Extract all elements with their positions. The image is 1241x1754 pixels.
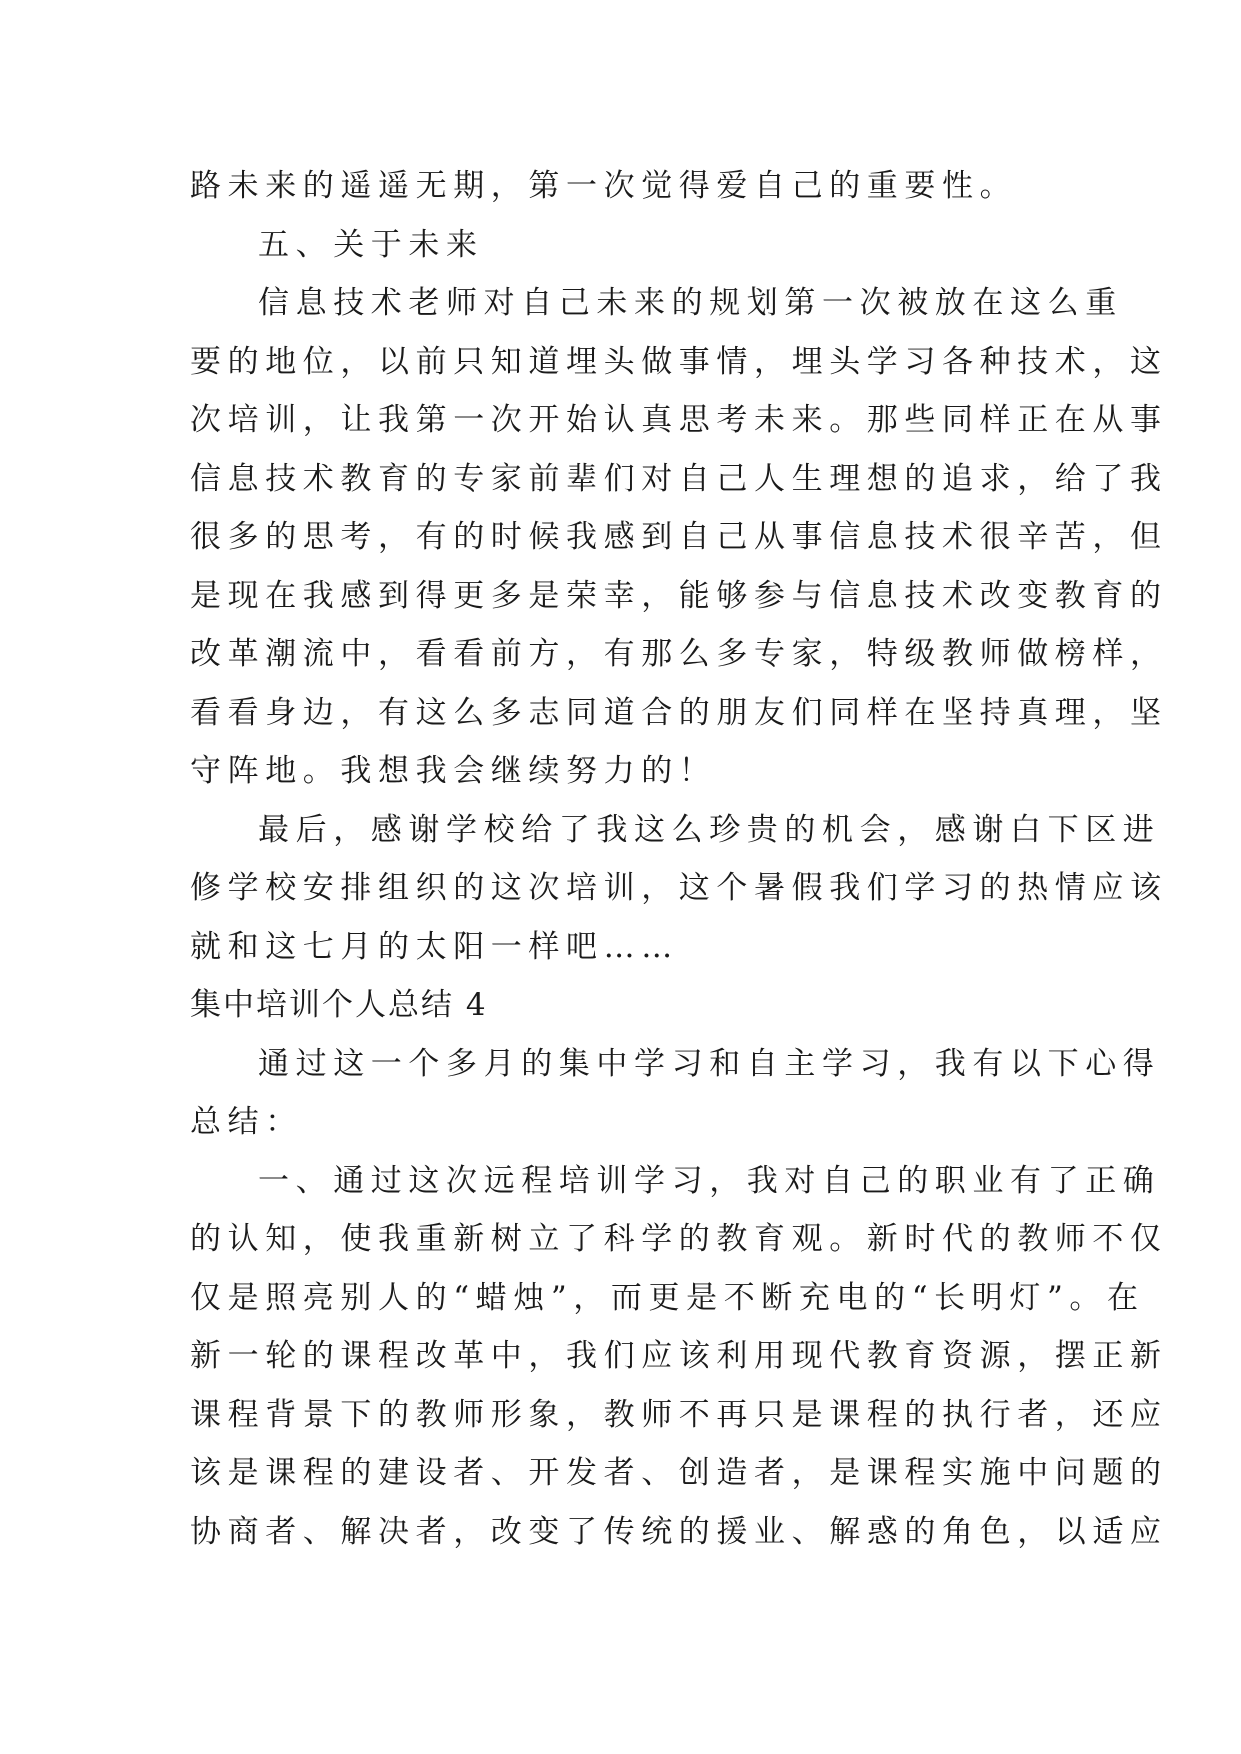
text-line: 仅是照亮别人的“蜡烛”，而更是不断充电的“长明灯”。在: [190, 1279, 1145, 1316]
text-line: 最后，感谢学校给了我这么珍贵的机会，感谢白下区进: [258, 811, 1161, 848]
document-body: [190, 157, 1168, 1561]
text-line: 协商者、解决者，改变了传统的援业、解惑的角色，以适应: [190, 1513, 1168, 1550]
section-heading: 集中培训个人总结 4: [190, 987, 488, 1023]
text-line: 该是课程的建设者、开发者、创造者，是课程实施中问题的: [190, 1455, 1168, 1491]
text-line: 看看身边，有这么多志同道合的朋友们同样在坚持真理，坚: [190, 694, 1168, 731]
text-line: 修学校安排组织的这次培训，这个暑假我们学习的热情应该: [190, 870, 1168, 906]
text-line: 改革潮流中，看看前方，有那么多专家，特级教师做榜样，: [190, 636, 1168, 672]
text-line: 信息技术老师对自己未来的规划第一次被放在这么重: [258, 285, 1123, 321]
text-line: 通过这一个多月的集中学习和自主学习，我有以下心得: [258, 1045, 1161, 1082]
text-line: 一、通过这次远程培训学习，我对自己的职业有了正确: [258, 1162, 1161, 1199]
text-line: 是现在我感到得更多是荣幸，能够参与信息技术改变教育的: [190, 577, 1168, 614]
text-line: 就和这七月的太阳一样吧……: [190, 928, 679, 965]
text-line: 总结：: [190, 1104, 303, 1140]
text-line: 要的地位，以前只知道埋头做事情，埋头学习各种技术，这: [190, 343, 1168, 380]
text-line: 次培训，让我第一次开始认真思考未来。那些同样正在从事: [190, 402, 1168, 438]
text-line: 的认知，使我重新树立了科学的教育观。新时代的教师不仅: [190, 1221, 1168, 1257]
text-line: 课程背景下的教师形象，教师不再只是课程的执行者，还应: [190, 1396, 1168, 1433]
text-line: 路未来的遥遥无期，第一次觉得爱自己的重要性。: [190, 168, 1018, 204]
text-line: 很多的思考，有的时候我感到自己从事信息技术很辛苦，但: [190, 519, 1168, 555]
text-line: 五、关于未来: [258, 226, 484, 263]
text-line: 新一轮的课程改革中，我们应该利用现代教育资源，摆正新: [190, 1338, 1168, 1374]
text-line: 信息技术教育的专家前辈们对自己人生理想的追求，给了我: [190, 460, 1168, 497]
text-line: 守阵地。我想我会继续努力的！: [190, 753, 717, 789]
